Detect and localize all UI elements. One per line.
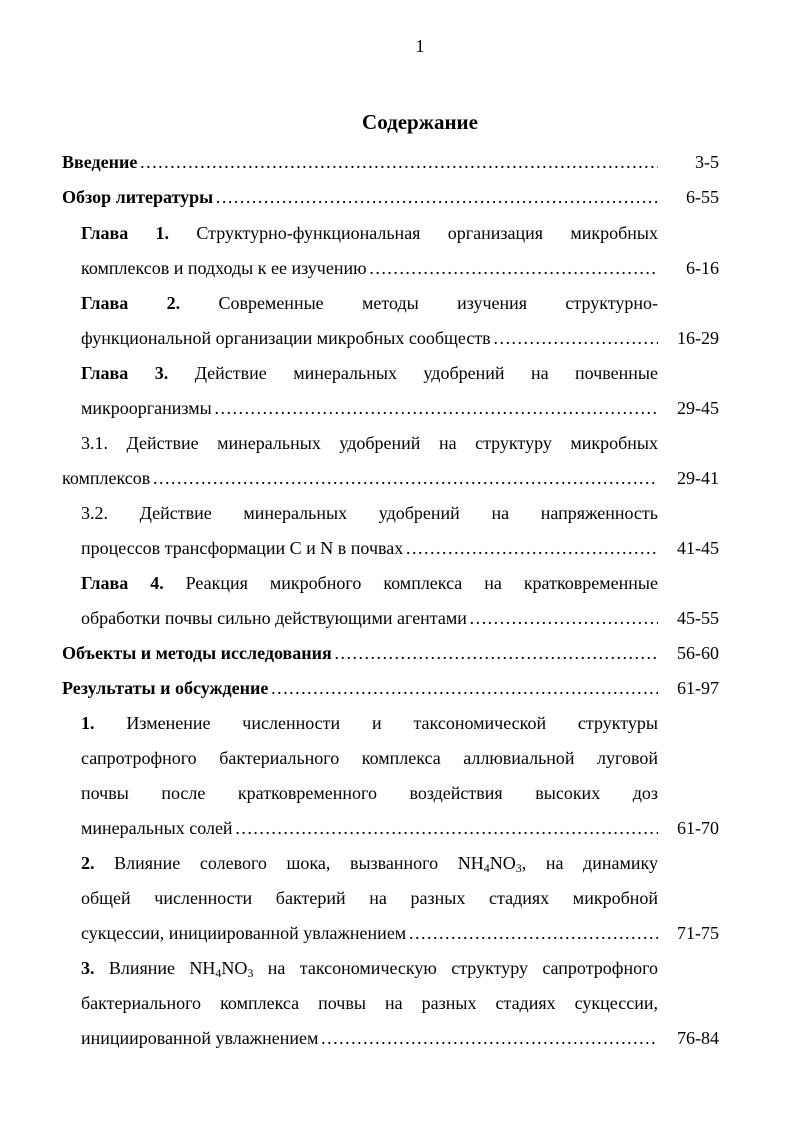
chapter-head: Глава 1. — [81, 223, 170, 243]
toc-pages: 6-16 — [686, 258, 719, 278]
toc-pages: 16-29 — [677, 328, 719, 348]
toc-entry-results-2-cont — [81, 921, 658, 945]
toc-entry-results-1-cont — [81, 781, 658, 805]
toc-entry-chapter-4[interactable] — [81, 571, 658, 595]
toc-pages: 76-84 — [677, 1028, 719, 1048]
toc-text: Современные методы изучения структурно- — [218, 293, 658, 313]
toc-text: Влияние NH — [108, 958, 216, 978]
toc-label: Обзор литературы — [62, 187, 214, 207]
toc-pages: 6-55 — [686, 187, 719, 207]
toc-text: функциональной организации микробных сообществ — [81, 328, 491, 348]
toc-pages: 45-55 — [677, 608, 719, 628]
toc-text: Изменение численности и таксономической структуры — [126, 713, 658, 733]
toc-entry-section-3-1[interactable] — [81, 431, 658, 455]
toc-entry-chapter-3[interactable] — [81, 361, 658, 385]
toc-text: бактериального комплекса почвы на разных стадиях сукцессии, — [81, 993, 658, 1013]
toc-pages: 61-70 — [677, 818, 719, 838]
toc-text: процессов трансформации C и N в почвах — [81, 538, 404, 558]
toc-entry-chapter-1-cont — [81, 256, 658, 280]
toc-text: комплексов — [62, 468, 151, 488]
toc-text: минеральных солей — [81, 818, 233, 838]
item-number: 1. — [81, 713, 95, 733]
toc-text: сукцессии, инициированной увлажнением — [81, 923, 407, 943]
chapter-head: Глава 4. — [81, 573, 164, 593]
item-number: 2. — [81, 853, 95, 873]
toc-pages: 71-75 — [677, 923, 719, 943]
toc-text: , на динамику — [521, 853, 658, 873]
toc-text: почвы после кратковременного воздействия высоких доз — [81, 783, 658, 803]
subscript: 4 — [215, 966, 222, 980]
toc-label: Объекты и методы исследования — [62, 643, 332, 663]
subscript: 3 — [515, 861, 522, 875]
toc-entry-results-2-cont — [81, 886, 658, 910]
toc-text: NO — [221, 958, 248, 978]
toc-text: Реакция микробного комплекса на кратковременные — [185, 573, 658, 593]
toc-entry-chapter-1[interactable] — [81, 221, 658, 245]
toc-entry-results-1-cont — [81, 746, 658, 770]
toc-text: 3.2. Действие минеральных удобрений на напряженность — [81, 503, 658, 523]
page-title: Содержание — [362, 110, 478, 134]
toc-pages: 61-97 — [677, 678, 719, 698]
toc-entry-results-2[interactable] — [81, 851, 658, 875]
toc-text: Структурно-функциональная организация микробных — [196, 223, 658, 243]
toc-entry-results[interactable] — [62, 676, 658, 700]
toc-entry-chapter-4-cont — [81, 606, 658, 630]
toc-label: Результаты и обсуждение — [62, 678, 269, 698]
page-number: 1 — [415, 36, 425, 56]
toc-text: общей численности бактерий на разных стадиях микробной — [81, 888, 658, 908]
toc-text: инициированной увлажнением — [81, 1028, 319, 1048]
chapter-head: Глава 2. — [81, 293, 181, 313]
toc-pages: 3-5 — [695, 152, 719, 172]
toc-entry-results-3-cont — [81, 1026, 658, 1050]
toc-text: комплексов и подходы к ее изучению — [81, 258, 367, 278]
toc-entry-intro[interactable] — [62, 150, 658, 174]
toc-entry-chapter-3-cont — [81, 396, 658, 420]
toc-entry-results-1[interactable] — [81, 711, 658, 735]
subscript: 4 — [483, 861, 490, 875]
toc-pages: 56-60 — [677, 643, 719, 663]
toc-pages: 41-45 — [677, 538, 719, 558]
toc-entry-chapter-2-cont — [81, 326, 658, 350]
item-number: 3. — [81, 958, 95, 978]
toc-entry-section-3-2[interactable] — [81, 501, 658, 525]
toc-entry-section-3-1-cont — [62, 466, 658, 490]
toc-entry-chapter-2[interactable] — [81, 291, 658, 315]
toc-text: 3.1. Действие минеральных удобрений на структуру микробных — [81, 433, 658, 453]
toc-pages: 29-45 — [677, 398, 719, 418]
toc-text: на таксономическую структуру сапротрофного — [253, 958, 659, 978]
toc-entry-results-3-cont — [81, 991, 658, 1015]
toc-text: Действие минеральных удобрений на почвенные — [194, 363, 659, 383]
toc-entry-objects-methods[interactable] — [62, 641, 658, 665]
toc-text: обработки почвы сильно действующими агентами — [81, 608, 467, 628]
toc-entry-section-3-2-cont — [81, 536, 658, 560]
toc-pages: 29-41 — [677, 468, 719, 488]
subscript: 3 — [247, 966, 254, 980]
toc-entry-review[interactable] — [62, 185, 658, 209]
toc-text: NO — [489, 853, 516, 873]
toc-text: Влияние солевого шока, вызванного NH — [114, 853, 484, 873]
toc-label: Введение — [62, 152, 138, 172]
chapter-head: Глава 3. — [81, 363, 169, 383]
toc-text: микроорганизмы — [81, 398, 212, 418]
toc-entry-results-1-cont — [81, 816, 658, 840]
toc-text: сапротрофного бактериального комплекса аллювиальной луговой — [81, 748, 658, 768]
toc-entry-results-3[interactable] — [81, 956, 658, 980]
